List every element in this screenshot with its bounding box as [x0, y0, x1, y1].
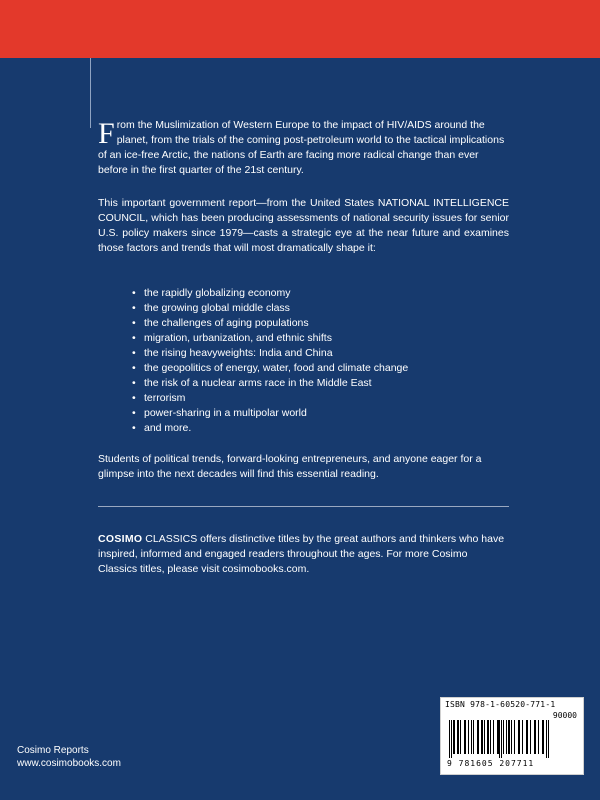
trend-list-item	[132, 346, 408, 361]
closing-paragraph: Students of political trends, forward-looking entrepreneurs, and anyone eager for a glimpse into the next decades will find this essential reading.	[98, 453, 482, 480]
trend-list-item	[132, 391, 408, 406]
bullet-icon: •	[132, 347, 136, 359]
bullet-icon: •	[132, 362, 136, 374]
barcode-bar	[534, 720, 536, 754]
isbn-label: ISBN 978-1-60520-771-1	[445, 700, 556, 709]
barcode-bar	[460, 720, 461, 754]
section-divider	[98, 506, 509, 507]
barcode-bar	[477, 720, 479, 754]
barcode-bar	[487, 720, 489, 754]
barcode-bar	[490, 720, 491, 754]
vertical-rule	[90, 58, 91, 128]
barcode-bar	[508, 720, 510, 754]
bullet-icon: •	[132, 317, 136, 329]
trend-list-item-text: migration, urbanization, and ethnic shifts	[144, 332, 332, 344]
bullet-icon: •	[132, 377, 136, 389]
barcode-bar	[530, 720, 531, 754]
publisher-brand: COSIMO	[98, 533, 143, 545]
barcode-bar	[453, 720, 455, 754]
barcode-bar	[457, 720, 459, 754]
publisher-blurb-text: CLASSICS offers distinctive titles by the great authors and thinkers who have inspired, informed and engaged readers throughout the ages. For more Cosimo Classics titles, please visit cosimobooks.com.	[98, 533, 505, 575]
barcode-bar	[473, 720, 474, 754]
report-paragraph: This important government report—from the United States NATIONAL INTELLIGENCE COUNCIL, which has been producing assessments of national security issues for senior U.S. policy makers since 1979—casts a strategic eye at the near future and examines those factors and trends that will most dramatically shape it:	[98, 197, 509, 254]
barcode-bar	[538, 720, 539, 754]
trend-list	[132, 286, 408, 436]
barcode-bar	[548, 720, 549, 758]
imprint-name: Cosimo Reports	[17, 745, 89, 756]
barcode-bar	[542, 720, 544, 754]
barcode-bar	[518, 720, 520, 754]
barcode-bar	[506, 720, 507, 754]
trend-list-item-text: the rising heavyweights: India and China	[144, 347, 333, 359]
barcode-bar	[514, 720, 515, 754]
trend-list-item	[132, 361, 408, 376]
trend-list-item	[132, 421, 408, 436]
barcode-bar	[484, 720, 485, 754]
trend-list-item	[132, 331, 408, 346]
trend-list-item	[132, 301, 408, 316]
trend-list-item-text: power-sharing in a multipolar world	[144, 407, 307, 419]
barcode-bar	[497, 720, 499, 754]
bullet-icon: •	[132, 392, 136, 404]
drop-cap: F	[98, 117, 115, 150]
publisher-blurb	[98, 532, 509, 577]
bullet-icon: •	[132, 332, 136, 344]
barcode-bar	[449, 720, 450, 758]
trend-list-item-text: and more.	[144, 422, 192, 434]
trend-list-item-text: the challenges of aging populations	[144, 317, 309, 329]
barcode-bar	[501, 720, 502, 758]
trend-list-item	[132, 286, 408, 301]
barcode-bar	[481, 720, 483, 754]
barcode-bar	[511, 720, 512, 754]
barcode-bar	[499, 720, 500, 758]
barcode-bar	[451, 720, 452, 758]
imprint-footer	[17, 744, 121, 770]
barcode-bar	[503, 720, 504, 754]
barcode-bar	[464, 720, 466, 754]
barcode-bar	[471, 720, 472, 754]
red-top-band	[0, 0, 600, 58]
trend-list-item-text: the geopolitics of energy, water, food and climate change	[144, 362, 409, 374]
barcode-digits: 9 781605 207711	[447, 759, 535, 768]
price-code: 90000	[552, 711, 577, 720]
bullet-icon: •	[132, 407, 136, 419]
bullet-icon: •	[132, 287, 136, 299]
barcode-bar	[468, 720, 469, 754]
bullet-icon: •	[132, 302, 136, 314]
isbn-barcode	[440, 697, 584, 775]
publisher-website: www.cosimobooks.com	[17, 758, 121, 769]
intro-paragraph	[98, 118, 509, 178]
trend-list-item-text: terrorism	[144, 392, 186, 404]
trend-list-item-text: the risk of a nuclear arms race in the Middle East	[144, 377, 372, 389]
barcode-bars	[449, 720, 575, 758]
bullet-icon: •	[132, 422, 136, 434]
trend-list-item	[132, 376, 408, 391]
trend-list-item	[132, 316, 408, 331]
trend-list-item	[132, 406, 408, 421]
barcode-bar	[546, 720, 547, 758]
intro-text: rom the Muslimization of Western Europe to the impact of HIV/AIDS around the planet, from the trials of the coming post-petroleum world to the tactical implications of an ice-free Arctic, the nations of Earth are facing more radical change than ever before in the first quarter of the 21st century.	[98, 119, 505, 176]
barcode-bar	[493, 720, 494, 754]
trend-list-item-text: the growing global middle class	[144, 302, 290, 314]
barcode-bar	[522, 720, 523, 754]
trend-list-item-text: the rapidly globalizing economy	[144, 287, 291, 299]
barcode-bar	[526, 720, 528, 754]
